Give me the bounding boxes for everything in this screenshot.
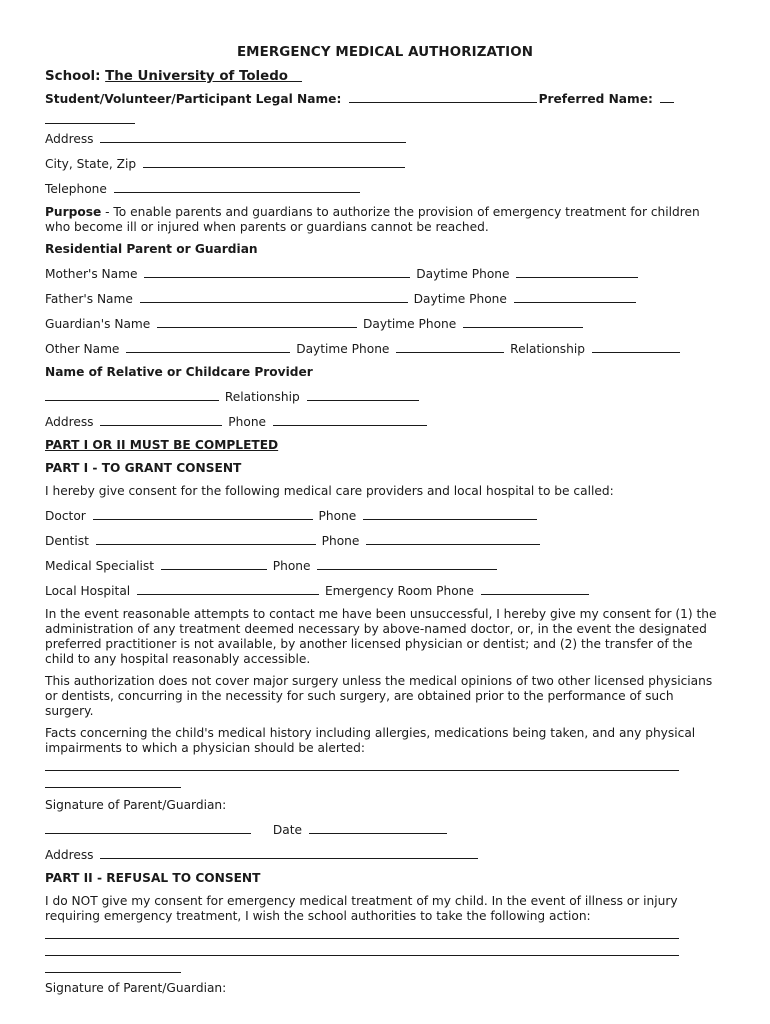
other-line <box>45 340 725 357</box>
part1-intro: I hereby give consent for the following medical care providers and local hospital to be called: <box>45 484 614 498</box>
other-label: Other Name <box>45 342 120 356</box>
mother-label: Mother's Name <box>45 267 138 281</box>
student-name-label: Student/Volunteer/Participant Legal Name: <box>45 92 342 106</box>
consent-paragraph: In the event reasonable attempts to contact me have been unsuccessful, I hereby give my consent for (1) the administration of any treatment deemed necessary by above-named doctor, or, in the event the designated preferred practitioner is not available, by another licensed physician or dentist; and (2) the transfer of the child to any hospital reasonably accessible. <box>45 607 717 666</box>
telephone-label: Telephone <box>45 182 107 196</box>
relative-heading: Name of Relative or Childcare Provider <box>45 365 313 379</box>
part2-paragraph: I do NOT give my consent for emergency medical treatment of my child. In the event of illness or injury requiring emergency treatment, I wish the school authorities to take the following action: <box>45 894 678 923</box>
part2-heading: PART II - REFUSAL TO CONSENT <box>45 871 261 885</box>
must-complete-notice: PART I OR II MUST BE COMPLETED <box>45 438 279 452</box>
mother-name-field[interactable] <box>144 265 410 278</box>
relative-name-line <box>45 388 725 405</box>
father-line <box>45 290 725 307</box>
purpose-heading: Purpose <box>45 205 102 219</box>
mother-line <box>45 265 725 282</box>
relative-name-field[interactable] <box>45 388 219 401</box>
part1-heading: PART I - TO GRANT CONSENT <box>45 461 242 475</box>
father-name-field[interactable] <box>140 290 408 303</box>
school-name: The University of Toledo <box>105 69 289 84</box>
part2-field-line-1[interactable] <box>45 924 679 939</box>
facts-field-line-1[interactable] <box>45 756 679 771</box>
doctor-field[interactable] <box>93 507 313 520</box>
part1-signature-field[interactable] <box>45 821 251 834</box>
hospital-field[interactable] <box>137 582 319 595</box>
phone-label: Phone <box>318 509 357 523</box>
preferred-name-field-continued[interactable] <box>45 109 135 124</box>
form-page <box>45 45 725 1004</box>
dentist-line <box>45 532 725 549</box>
specialist-field[interactable] <box>161 557 267 570</box>
part1-signature-label: Signature of Parent/Guardian: <box>45 798 227 812</box>
part2-signature-label: Signature of Parent/Guardian: <box>45 981 227 995</box>
part1-address-line <box>45 846 725 863</box>
telephone-field[interactable] <box>114 180 360 193</box>
doctor-label: Doctor <box>45 509 86 523</box>
guardian-line <box>45 315 725 332</box>
part2-field-line-3[interactable] <box>45 958 181 973</box>
part1-signature-line <box>45 821 725 838</box>
er-phone-field[interactable] <box>481 582 589 595</box>
daytime-phone-label: Daytime Phone <box>296 342 390 356</box>
relative-address-label: Address <box>45 415 94 429</box>
preferred-name-field[interactable] <box>660 90 674 103</box>
other-name-field[interactable] <box>126 340 290 353</box>
part2-field-line-2[interactable] <box>45 941 679 956</box>
form-title: EMERGENCY MEDICAL AUTHORIZATION <box>236 45 534 60</box>
student-name-line <box>45 90 725 107</box>
part1-date-field[interactable] <box>309 821 447 834</box>
guardian-phone-field[interactable] <box>463 315 583 328</box>
other-phone-field[interactable] <box>396 340 504 353</box>
father-label: Father's Name <box>45 292 133 306</box>
guardian-name-field[interactable] <box>157 315 357 328</box>
specialist-line <box>45 557 725 574</box>
mother-phone-field[interactable] <box>516 265 638 278</box>
hospital-line <box>45 582 725 599</box>
guardian-label: Guardian's Name <box>45 317 151 331</box>
residential-heading: Residential Parent or Guardian <box>45 242 258 256</box>
city-field[interactable] <box>143 155 405 168</box>
relative-relationship-label: Relationship <box>224 390 300 404</box>
doctor-line <box>45 507 725 524</box>
relative-address-field[interactable] <box>100 413 222 426</box>
student-name-field[interactable] <box>349 90 537 103</box>
part1-address-field[interactable] <box>100 846 478 859</box>
phone-label: Phone <box>272 559 311 573</box>
facts-text: Facts concerning the child's medical history including allergies, medications being taken, and any physical impairments to which a physician should be alerted: <box>45 726 696 755</box>
relationship-label: Relationship <box>510 342 585 356</box>
relative-relationship-field[interactable] <box>307 388 419 401</box>
relative-phone-label: Phone <box>228 415 267 429</box>
date-label: Date <box>272 823 303 837</box>
specialist-phone-field[interactable] <box>317 557 497 570</box>
dentist-phone-field[interactable] <box>366 532 540 545</box>
father-phone-field[interactable] <box>514 290 636 303</box>
er-phone-label: Emergency Room Phone <box>324 584 474 598</box>
part1-address-label: Address <box>45 848 94 862</box>
preferred-name-label: Preferred Name: <box>538 92 653 106</box>
purpose-paragraph <box>45 205 725 235</box>
city-line <box>45 155 725 172</box>
relative-phone-field[interactable] <box>273 413 427 426</box>
relative-address-line <box>45 413 725 430</box>
specialist-label: Medical Specialist <box>45 559 154 573</box>
doctor-phone-field[interactable] <box>363 507 537 520</box>
dentist-label: Dentist <box>45 534 89 548</box>
daytime-phone-label: Daytime Phone <box>363 317 457 331</box>
telephone-line <box>45 180 725 197</box>
school-label: School: <box>45 69 101 84</box>
address-label: Address <box>45 132 94 146</box>
address-line <box>45 130 725 147</box>
other-relationship-field[interactable] <box>592 340 680 353</box>
facts-paragraph <box>45 726 725 756</box>
daytime-phone-label: Daytime Phone <box>416 267 510 281</box>
phone-label: Phone <box>321 534 360 548</box>
daytime-phone-label: Daytime Phone <box>413 292 507 306</box>
city-label: City, State, Zip <box>45 157 137 171</box>
surgery-paragraph: This authorization does not cover major surgery unless the medical opinions of two other licensed physicians or dentists, concurring in the necessity for such surgery, are obtained prior to the performance of such surgery. <box>45 674 713 718</box>
purpose-text: - To enable parents and guardians to authorize the provision of emergency treatment for children who become ill or injured when parents or guardians cannot be reached. <box>45 205 700 234</box>
hospital-label: Local Hospital <box>45 584 131 598</box>
address-field[interactable] <box>100 130 406 143</box>
dentist-field[interactable] <box>96 532 316 545</box>
school-line <box>45 69 725 84</box>
facts-field-line-2[interactable] <box>45 773 181 788</box>
